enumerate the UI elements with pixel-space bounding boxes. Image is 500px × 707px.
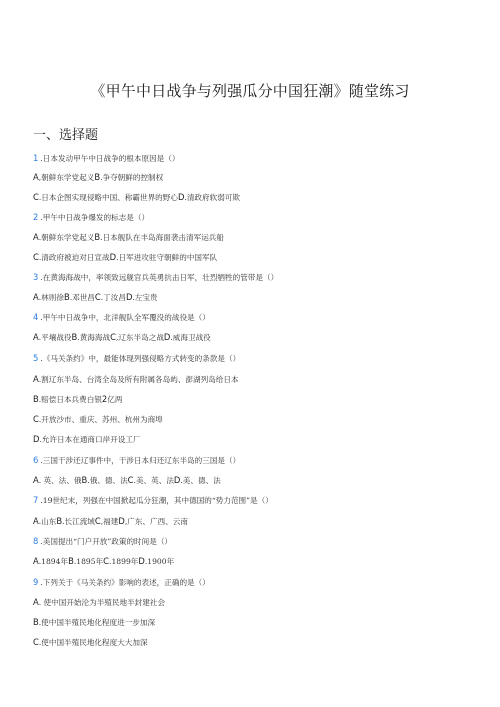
- option-text: .丁汝昌: [100, 293, 126, 302]
- option-text: .平壤战役: [38, 333, 72, 342]
- option-letter: B: [63, 292, 70, 302]
- question-number: 7: [33, 495, 39, 505]
- question-text: .美国提出“门户开放”政策的时间是（）: [40, 537, 173, 546]
- option-text: .美、德、法: [180, 476, 221, 485]
- question-5-option-c: [33, 414, 473, 425]
- option-text: .美、英、法: [133, 476, 174, 485]
- question-number: 3: [33, 272, 39, 282]
- option-letter: B: [56, 516, 63, 526]
- option-text: .1894年: [38, 557, 69, 566]
- option-letter: B: [81, 475, 88, 485]
- option-letter: B: [94, 232, 101, 242]
- option-text: .左宝贵: [132, 293, 158, 302]
- question-number: 1: [33, 153, 39, 163]
- question-8-stem: [33, 536, 473, 547]
- option-text: .允许日本在通商口岸开设工厂: [39, 435, 141, 444]
- option-letter: C: [33, 192, 39, 202]
- option-text: .朝鲜东学党起义: [38, 233, 95, 242]
- question-6-stem: [33, 455, 473, 466]
- question-text: .甲午中日战争中，北洋舰队全军覆没的战役是（）: [40, 313, 210, 322]
- question-4-stem: [33, 312, 473, 323]
- option-text: .俄、德、法: [87, 476, 128, 485]
- question-text: .《马关条约》中，最能体现列强侵略方式转变的条款是（）: [40, 354, 241, 363]
- document-title: 《甲午中日战争与列强瓜分中国狂潮》随堂练习: [90, 82, 410, 100]
- option-text: .1899年: [109, 557, 139, 566]
- option-letter: D: [125, 292, 133, 302]
- question-9-option-b: [33, 617, 473, 628]
- option-text: . 英、法、俄: [38, 476, 82, 485]
- question-text: .甲午中日战争爆发的标志是（）: [40, 213, 150, 222]
- option-letter: A: [33, 172, 39, 182]
- option-text: .邓世昌: [69, 293, 95, 302]
- question-2-options-row-1: [33, 232, 473, 243]
- option-text: .争夺朝鲜的控制权: [100, 173, 164, 182]
- option-letter: B: [94, 172, 101, 182]
- option-letter: D: [118, 516, 125, 526]
- option-letter: D: [109, 252, 117, 262]
- option-text: .1895年: [73, 557, 104, 566]
- option-letter: D: [138, 556, 145, 566]
- question-2-options-row-2: [33, 252, 473, 263]
- option-text: .使中国半殖民地化程度大大加深: [38, 638, 148, 647]
- option-text: .黄海海战: [77, 333, 111, 342]
- option-text: .林则徐: [38, 293, 64, 302]
- option-value: 2: [101, 394, 108, 404]
- option-text: ,福建: [100, 517, 119, 526]
- option-letter: C: [127, 475, 134, 485]
- option-letter: C: [33, 414, 39, 424]
- option-text: .割辽东半岛、台湾全岛及所有附属各岛屿、澎湖列岛给日本: [38, 375, 239, 384]
- question-number: 2: [33, 212, 39, 222]
- question-3-stem: [33, 272, 473, 283]
- question-text: .在黄海海战中，率领致远舰官兵英勇抗击日军，壮烈牺牲的管带是（）: [40, 273, 279, 282]
- option-text: .清政府软弱可欺: [184, 193, 240, 202]
- question-number: 6: [33, 455, 39, 465]
- option-text: ,辽东半岛之战: [115, 333, 164, 342]
- question-5-option-a: [33, 374, 473, 385]
- option-letter: A: [33, 292, 39, 302]
- question-7-options-row-1: [33, 516, 473, 527]
- option-text: .开放沙市、重庆、苏州、杭州为商埠: [38, 415, 163, 424]
- question-1-options-row-1: [33, 172, 473, 183]
- option-letter: A: [33, 332, 39, 342]
- option-letter: A: [33, 374, 39, 384]
- question-number: 8: [33, 536, 39, 546]
- option-text: .日本舰队在丰岛海面袭击清军运兵船: [100, 233, 224, 242]
- question-text: .日本发动甲午中日战争的根本原因是（）: [40, 154, 180, 163]
- question-5-option-b: [33, 394, 473, 405]
- option-text: .清政府被迫对日宣战: [38, 253, 110, 262]
- option-letter: A: [33, 556, 39, 566]
- question-5-stem: [33, 353, 473, 364]
- option-text: .日本企图实现侵略中国、称霸世界的野心: [38, 193, 178, 202]
- option-letter: D: [33, 434, 40, 444]
- option-letter: B: [33, 617, 39, 627]
- question-text: .下列关于《马关条约》影响的表述，正确的是（）: [40, 578, 210, 587]
- option-letter: A: [33, 232, 39, 242]
- option-letter: B: [68, 556, 74, 566]
- option-text: ,广东、广西、云南: [124, 517, 188, 526]
- option-text: .使中国半殖民地化程度进一步加深: [38, 618, 156, 627]
- option-letter: C: [110, 332, 116, 342]
- question-7-stem: [33, 495, 473, 506]
- option-letter: D: [163, 332, 171, 342]
- option-text: .山东: [38, 517, 57, 526]
- question-number: 5: [33, 353, 39, 363]
- question-6-options-row-1: [33, 475, 473, 486]
- option-letter: A: [33, 597, 39, 607]
- option-text: . 使中国开始沦为半殖民地半封建社会: [38, 598, 166, 607]
- question-2-stem: [33, 212, 473, 223]
- option-letter: D: [173, 475, 181, 485]
- question-9-option-a: [33, 597, 473, 608]
- option-letter: C: [94, 292, 101, 302]
- question-number: 4: [33, 312, 39, 322]
- option-text: 亿两: [107, 395, 123, 404]
- option-letter: C: [94, 516, 101, 526]
- question-1-options-row-2: [33, 192, 473, 203]
- option-letter: C: [103, 556, 110, 566]
- question-3-options-row-1: [33, 292, 473, 303]
- section-heading: 一、选择题: [33, 128, 99, 143]
- option-letter: D: [177, 192, 185, 202]
- option-text: .赔偿日本兵费白银: [38, 395, 102, 404]
- question-4-options-row-1: [33, 332, 473, 343]
- option-letter: A: [33, 516, 39, 526]
- question-8-options-row-1: [33, 556, 473, 567]
- option-letter: C: [33, 637, 39, 647]
- option-letter: A: [33, 475, 39, 485]
- question-text: .19世纪末，列强在中国掀起瓜分狂潮，其中德国的“势力范围”是（）: [40, 496, 273, 505]
- option-text: .1900年: [144, 557, 175, 566]
- question-text: .三国干涉还辽事件中，干涉日本归还辽东半岛的三国是（）: [40, 456, 241, 465]
- option-letter: B: [33, 394, 39, 404]
- question-1-stem: [33, 153, 473, 164]
- option-letter: B: [71, 332, 78, 342]
- option-text: .威海卫战役: [170, 333, 211, 342]
- question-number: 9: [33, 577, 39, 587]
- option-text: ,朝鲜东学党起义: [38, 173, 95, 182]
- option-text: .长江流域: [62, 517, 95, 526]
- question-9-option-c: [33, 637, 473, 648]
- question-9-stem: [33, 577, 473, 588]
- question-5-option-d: [33, 434, 473, 445]
- option-letter: C: [33, 252, 39, 262]
- option-text: .日军进攻驻守朝鲜的中国军队: [116, 253, 218, 262]
